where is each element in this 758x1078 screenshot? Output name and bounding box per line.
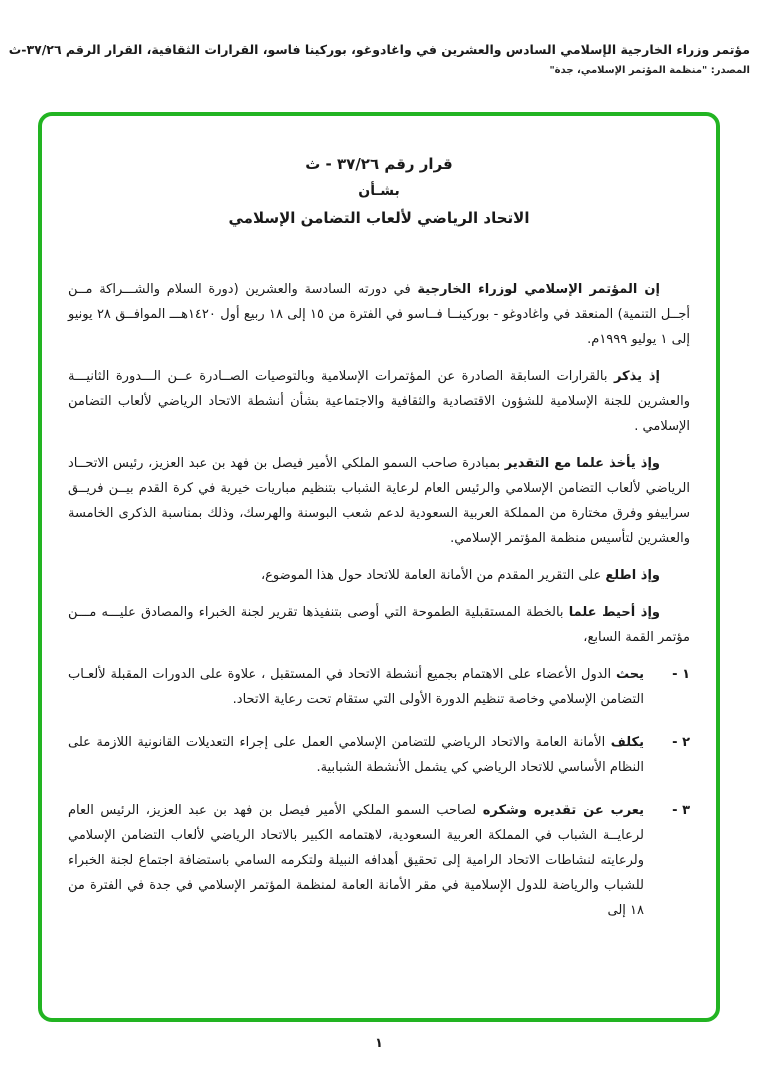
- paragraph-lead: وإذ أحيط علما: [568, 605, 660, 620]
- header-source: المصدر: "منظمة المؤتمر الإسلامي، جدة": [549, 65, 750, 76]
- item-text: [68, 662, 644, 712]
- paragraph-lead: وإذ يأخذ علما مع التقدير: [504, 456, 660, 471]
- preamble-paragraph-1: [68, 277, 690, 352]
- paragraph-lead: وإذ اطلع: [605, 568, 660, 583]
- preamble-paragraph-4: [68, 563, 690, 588]
- item-lead: يكلف: [610, 735, 644, 750]
- item-number: ١ -: [672, 667, 690, 682]
- operative-item-2: [68, 730, 690, 780]
- paragraph-lead: إذ يذكر: [613, 369, 660, 384]
- paragraph-text: في دورته السادسة والعشرين (دورة السلام والشـــراكة مــن أجــل التنمية) المنعقد في واغادوغو - بوركينــا فــاسو في الفترة من ١٥ إلى ١٨ ربيع أول ١٤٢٠هـــ الموافــق ٢٨ يونيو إلى ١ يوليو ١٩٩٩م.: [68, 282, 690, 347]
- item-lead: يحث: [615, 667, 644, 682]
- item-body: الدول الأعضاء على الاهتمام بجميع أنشطة الاتحاد في المستقبل ، علاوة على الدورات المقبلة لألعـاب التضامن الإسلامي وخاصة تنظيم الدورة الأولى التي ستقام تحت رعاية الاتحاد.: [68, 667, 644, 707]
- resolution-body: [68, 277, 690, 923]
- paragraph-text: بالخطة المستقبلية الطموحة التي أوصى بتنفيذها تقرير لجنة الخبراء والمصادق عليـــه مـــن مؤتمر القمة السابع،: [68, 605, 690, 645]
- paragraph-text: بمبادرة صاحب السمو الملكي الأمير فيصل بن فهد بن عبد العزيز، رئيس الاتحــاد الرياضي لألعاب التضامن الإسلامي والرئيس العام لرعاية الشباب بتنظيم مباريات خيرية في كرة القدم بيــن فريــق سراييفو وفرق مختارة من المملكة العربية السعودية لدعم شعب البوسنة والهرسك، وذلك بمناسبة الذكرى الخامسة والعشرين لتأسيس منظمة المؤتمر الإسلامي.: [68, 456, 690, 546]
- paragraph-text: على التقرير المقدم من الأمانة العامة للاتحاد حول هذا الموضوع،: [260, 568, 606, 583]
- header-citation: مؤتمر وزراء الخارجية الإسلامي السادس والعشرين في واغادوغو، بوركينا فاسو، القرارات الثقافية، القرار الرقم ٣٧/٢٦-ث: [8, 42, 750, 57]
- preamble-paragraph-2: [68, 364, 690, 439]
- title-block: [68, 152, 690, 231]
- item-lead: يعرب عن تقديره وشكره: [482, 803, 644, 818]
- item-text: [68, 730, 644, 780]
- page-number: ١: [375, 1036, 383, 1051]
- item-number: ٢ -: [672, 735, 690, 750]
- resolution-number-title: قرار رقم ٣٧/٢٦ - ث: [305, 155, 453, 173]
- operative-items-list: [68, 662, 690, 923]
- resolution-border-box: [38, 112, 720, 1022]
- resolution-subject-title: الاتحاد الرياضي لألعاب التضامن الإسلامي: [228, 209, 530, 227]
- item-body: الأمانة العامة والاتحاد الرياضي للتضامن الإسلامي العمل على إجراء التعديلات القانونية اللازمة على النظام الأساسي للاتحاد الرياضي كي يشمل الأنشطة الشبابية.: [68, 735, 644, 775]
- preamble-paragraph-5: [68, 600, 690, 650]
- operative-item-1: [68, 662, 690, 712]
- paragraph-lead: إن المؤتمر الإسلامي لوزراء الخارجية: [417, 282, 660, 297]
- item-number: ٣ -: [672, 803, 690, 818]
- resolution-concerning-label: بشـأن: [358, 183, 400, 199]
- item-body: لصاحب السمو الملكي الأمير فيصل بن فهد بن عبد العزيز، الرئيس العام لرعايــة الشباب في المملكة العربية السعودية، لاهتمامه الكبير بالاتحاد الرياضي لألعاب التضامن الإسلامي ولرعايته لنشاطات الاتحاد الرامية إلى تحقيق أهدافه النبيلة ولتكرمه السامي باستضافة اجتماع لجنة الخبراء للشباب والرياضة للدول الإسلامية في مقر الأمانة العامة لمنظمة المؤتمر الإسلامي في جدة في الفترة من ١٨ إلى: [68, 803, 644, 918]
- preamble-paragraph-3: [68, 451, 690, 551]
- document-header: [8, 42, 750, 76]
- paragraph-text: بالقرارات السابقة الصادرة عن المؤتمرات الإسلامية وبالتوصيات الصــادرة عــن الـــدورة الثانيـــة والعشرين للجنة الإسلامية للشؤون الاقتصادية والثقافية والاجتماعية بشأن أنشطة الاتحاد الرياضي لألعاب التضامن الإسلامي .: [68, 369, 690, 434]
- operative-item-3: [68, 798, 690, 923]
- item-text: [68, 798, 644, 923]
